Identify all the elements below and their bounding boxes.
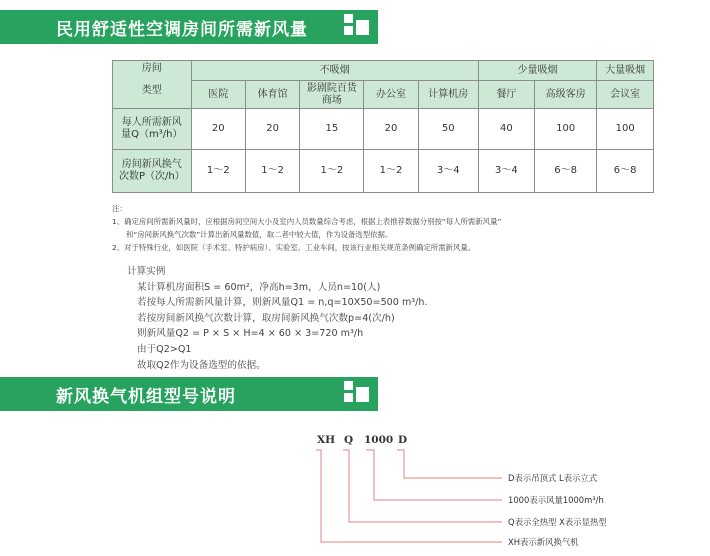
label-xh: XH表示新风换气机 [508,537,579,547]
fresh-air-table [112,60,654,193]
calc-line: 故取Q2作为设备选型的依据。 [137,359,266,371]
calculation-example [127,264,428,373]
calc-title: 计算实例 [127,266,166,277]
group-header: 不吸烟 [191,61,478,81]
table-cell: 1～2 [364,150,418,193]
table-cell: 1～2 [191,150,245,193]
note-1: 1、确定房间所需新风量时，应根据房间空间大小及室内人员数量综合考虑，根据上表推荐数据分别按“每人所需新风量” [112,217,502,226]
room-type-header: 餐厅 [478,81,534,109]
table-cell: 3～4 [418,150,478,193]
room-type-header: 医院 [191,81,245,109]
model-code-diagram [0,410,710,556]
table-cell: 20 [364,109,418,150]
room-type-header: 计算机房 [418,81,478,109]
table-cell: 1～2 [300,150,364,193]
connector-lines [316,450,502,542]
table-cell: 100 [597,109,654,150]
label-d: D表示吊顶式 L表示立式 [508,473,598,483]
table-cell: 20 [191,109,245,150]
table-cell: 100 [535,109,597,150]
table-cell: 15 [300,109,364,150]
section-title: 新风换气机组型号说明 [56,386,236,407]
corner-line1: 房间 [141,63,162,74]
calc-line: 某计算机房面积S = 60m²，净高h=3m，人员n=10(人) [137,281,381,293]
label-1000: 1000表示风量1000m³/h [508,495,604,505]
row-header-air-changes: 房间新风换气次数P（次/h） [113,150,192,193]
section-banner-fresh-air [0,10,378,44]
group-header: 少量吸烟 [478,61,597,81]
bracket-lines [0,410,710,556]
table-cell: 20 [245,109,299,150]
table-cell: 6～8 [535,150,597,193]
room-type-header: 高级客房 [535,81,597,109]
room-type-header: 影剧院百货商场 [300,81,364,109]
calc-line: 则新风量Q2 = P × S × H=4 × 60 × 3=720 m³/h [137,328,364,340]
connector-1000 [366,450,502,500]
squares-icon [344,381,370,407]
note-1-continued: 和“房间新风换气次数”计算出新风量数值，取二者中较大值，作为设备选型依据。 [126,230,393,239]
table-cell: 1～2 [245,150,299,193]
connector-d [397,450,502,478]
group-header: 大量吸烟 [597,61,654,81]
section-title: 民用舒适性空调房间所需新风量 [56,19,308,40]
model-code-xh: XH [317,434,336,446]
calc-line: 若按房间新风换气次数计算，取房间新风换气次数p=4(次/h) [137,312,395,324]
corner-header [113,61,192,109]
connector-xh [316,450,502,542]
calc-line: 若按每人所需新风量计算，则新风量Q1 = n,q=10X50=500 m³/h. [137,297,428,309]
corner-line2: 类型 [141,85,162,96]
table-cell: 40 [478,109,534,150]
room-type-header: 办公室 [364,81,418,109]
connector-q [343,450,502,522]
room-type-header: 会议室 [597,81,654,109]
section-banner-model [0,377,378,411]
label-q: Q表示全热型 X表示显热型 [508,517,607,527]
table-notes [112,202,672,254]
table-cell: 50 [418,109,478,150]
room-type-header: 体育馆 [245,81,299,109]
table-cell: 3～4 [478,150,534,193]
calc-line: 由于Q2>Q1 [137,343,192,355]
notes-title: 注： [112,204,127,213]
note-2: 2、对于特殊行业，如医院（手术室、特护病房）、实验室、工业车间，按该行业相关规范条例确定所需新风量。 [112,243,476,252]
squares-icon [344,14,370,40]
table-cell: 6～8 [597,150,654,193]
model-code-1000: 1000 [364,434,394,446]
model-code-q: Q [344,434,354,446]
model-code-d: D [398,434,408,446]
row-header-per-person: 每人所需新风量Q（m³/h） [113,109,192,150]
